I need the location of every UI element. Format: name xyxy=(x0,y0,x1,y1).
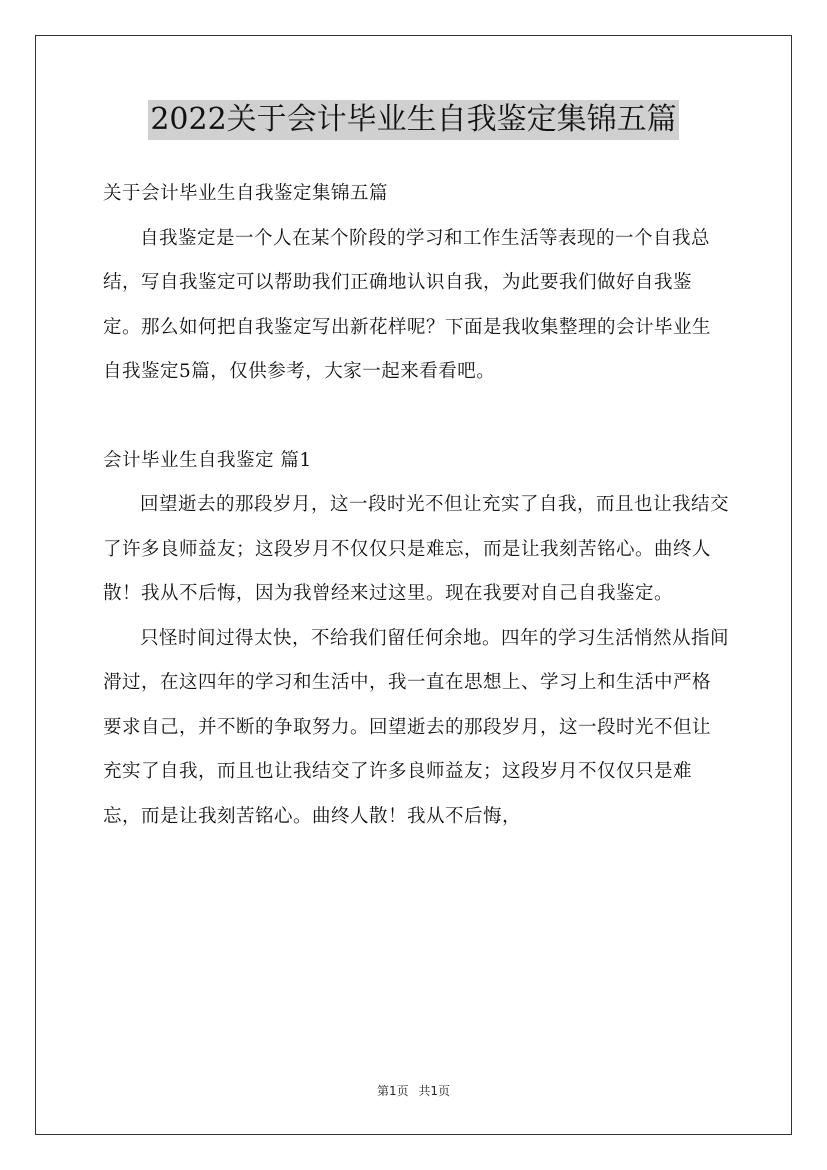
intro-paragraph: 自我鉴定是一个人在某个阶段的学习和工作生活等表现的一个自我总结，写自我鉴定可以帮助我们正确地认识自我，为此要我们做好自我鉴定。那么如何把自我鉴定写出新花样呢？下面是我收集整理的会计毕业生自我鉴定5篇，仅供参考，大家一起来看看吧。 xyxy=(103,227,712,382)
document-subtitle: 关于会计毕业生自我鉴定集锦五篇 xyxy=(103,183,389,204)
document-title: 2022关于会计毕业生自我鉴定集锦五篇 xyxy=(148,100,678,140)
body-paragraph-1: 回望逝去的那段岁月，这一段时光不但让充实了自我，而且也让我结交了许多良师益友；这段岁月不仅仅只是难忘，而是让我刻苦铭心。曲终人散！我从不后悔，因为我曾经来过这里。现在我要对自己自我鉴定。 xyxy=(103,494,730,604)
page-footer xyxy=(0,1083,827,1099)
page-total: 共1页 xyxy=(418,1084,451,1098)
document-body xyxy=(103,172,729,839)
body-paragraph-2: 只怪时间过得太快，不给我们留任何余地。四年的学习生活悄然从指间滑过，在这四年的学习和生活中，我一直在思想上、学习上和生活中严格要求自己，并不断的争取努力。回望逝去的那段岁月，这一段时光不但让充实了自我，而且也让我结交了许多良师益友；这段岁月不仅仅只是难忘，而是让我刻苦铭心。曲终人散！我从不后悔， xyxy=(103,627,730,827)
page-number: 第1页 xyxy=(376,1084,409,1098)
title-container xyxy=(0,100,827,140)
section-heading: 会计毕业生自我鉴定 篇1 xyxy=(103,449,312,471)
section-spacer xyxy=(103,395,729,439)
